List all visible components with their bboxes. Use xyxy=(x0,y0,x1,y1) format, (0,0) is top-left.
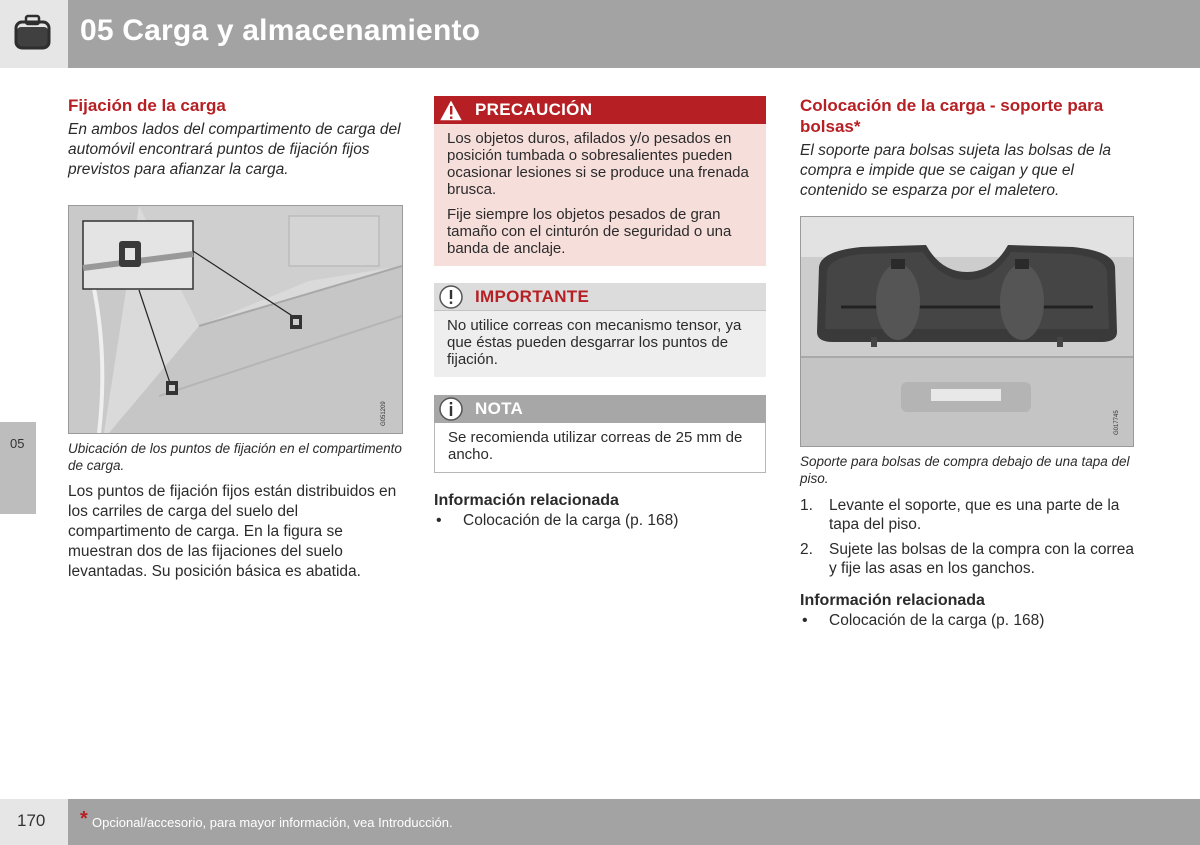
important-content xyxy=(434,311,766,377)
section-intro: El soporte para bolsas sujeta las bolsas de la compra e impide que se caigan y que el contenido se esparza por el maletero. xyxy=(800,142,1112,199)
left-column xyxy=(68,95,404,582)
step-item xyxy=(800,540,1136,578)
page-number-box xyxy=(0,799,68,845)
footnote-text: Opcional/accesorio, para mayor información, vea Introducción. xyxy=(92,815,453,830)
important-title: IMPORTANTE xyxy=(475,287,590,306)
warning-box xyxy=(434,96,766,266)
step-text: Levante el soporte, que es una parte de la tapa del piso. xyxy=(829,497,1120,533)
figure-bag-holder xyxy=(800,216,1134,447)
luggage-icon xyxy=(13,13,53,53)
chapter-title: 05 Carga y almacenamiento xyxy=(80,14,481,47)
note-title: NOTA xyxy=(475,399,524,418)
step-item xyxy=(800,496,1136,534)
warning-paragraph: Fije siempre los objetos pesados de gran tamaño con el cinturón de seguridad o una banda de anclaje. xyxy=(447,206,732,257)
warning-bar xyxy=(434,96,766,124)
related-info-heading: Información relacionada xyxy=(434,492,619,509)
side-tab-label: 05 xyxy=(10,436,25,451)
related-info-list xyxy=(434,511,766,530)
warning-title: PRECAUCIÓN xyxy=(475,100,593,119)
note-box xyxy=(434,395,766,473)
note-content xyxy=(434,423,766,473)
step-text: Sujete las bolsas de la compra con la correa y fije las asas en los ganchos. xyxy=(829,541,1134,577)
note-bar xyxy=(434,395,766,423)
chapter-side-tab xyxy=(0,422,36,514)
related-info-link[interactable]: • Colocación de la carga (p. 168) xyxy=(434,511,766,530)
steps-list xyxy=(800,496,1136,578)
warning-triangle-icon xyxy=(438,97,464,123)
important-box xyxy=(434,283,766,377)
warning-content xyxy=(434,124,766,266)
figure-anchor-points xyxy=(68,205,403,434)
footer-bar xyxy=(68,799,1200,845)
important-bar xyxy=(434,283,766,311)
page-number: 170 xyxy=(17,811,46,830)
page-header xyxy=(0,0,1200,68)
cargo-compartment-illustration xyxy=(69,206,402,433)
important-text: No utilice correas con mecanismo tensor, ya que éstas pueden desgarrar los puntos de fijación. xyxy=(447,317,742,368)
page-footer xyxy=(0,799,1200,845)
right-column xyxy=(800,95,1136,630)
bag-holder-illustration xyxy=(801,217,1133,446)
section-intro: En ambos lados del compartimento de carga del automóvil encontrará puntos de fijación fijos previstos para afianzar la carga. xyxy=(68,121,401,178)
middle-column xyxy=(434,96,766,530)
figure-code: G051209 xyxy=(381,401,387,426)
figure-code: G017745 xyxy=(1114,410,1120,435)
warning-paragraph: Los objetos duros, afilados y/o pesados en posición tumbada o sobresalientes pueden ocasionar lesiones si se produce una frenada brusca. xyxy=(447,130,749,198)
chapter-icon-box xyxy=(0,0,68,68)
exclamation-icon xyxy=(438,284,464,310)
note-text: Se recomienda utilizar correas de 25 mm de ancho. xyxy=(448,429,743,463)
footnote-star: * xyxy=(80,808,88,830)
info-icon xyxy=(438,396,464,422)
step-number: 2. xyxy=(800,541,813,558)
figure-caption: Ubicación de los puntos de fijación en el compartimento de carga. xyxy=(68,441,402,473)
step-number: 1. xyxy=(800,497,813,514)
section-heading-soporte: Colocación de la carga - soporte para bolsas* xyxy=(800,96,1104,136)
related-info-list xyxy=(800,611,1136,630)
section-body: Los puntos de fijación fijos están distribuidos en los carriles de carga del suelo del compartimento de carga. En la figura se muestran dos de las fijaciones del suelo levantadas. Su posición básica es abatida. xyxy=(68,483,397,580)
related-info-link[interactable]: • Colocación de la carga (p. 168) xyxy=(800,611,1136,630)
related-info-heading: Información relacionada xyxy=(800,592,985,609)
section-heading-fijacion: Fijación de la carga xyxy=(68,96,226,115)
figure-caption: Soporte para bolsas de compra debajo de una tapa del piso. xyxy=(800,454,1130,486)
